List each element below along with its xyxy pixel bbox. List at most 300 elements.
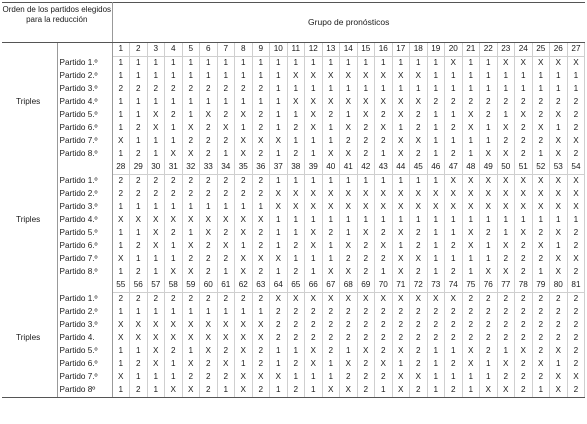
prediction-cell: 1	[112, 306, 130, 319]
prediction-cell: X	[375, 188, 393, 201]
prediction-cell: X	[532, 175, 550, 189]
column-number: 23	[497, 43, 515, 57]
prediction-cell: 2	[515, 358, 533, 371]
prediction-cell: 1	[112, 201, 130, 214]
prediction-cell: 1	[340, 57, 358, 71]
prediction-cell: 2	[532, 293, 550, 307]
prediction-cell: 2	[567, 384, 585, 398]
prediction-cell: 1	[112, 384, 130, 398]
column-number: 30	[147, 161, 165, 175]
column-number: 44	[392, 161, 410, 175]
prediction-cell: X	[200, 109, 218, 122]
prediction-cell: 1	[340, 214, 358, 227]
prediction-cell: X	[550, 266, 568, 279]
prediction-cell: X	[392, 345, 410, 358]
prediction-cell: 2	[165, 345, 183, 358]
prediction-cell: X	[340, 188, 358, 201]
prediction-cell: X	[497, 201, 515, 214]
prediction-cell: X	[392, 384, 410, 398]
column-number: 58	[165, 279, 183, 293]
prediction-cell: 2	[200, 358, 218, 371]
prediction-cell: 1	[445, 70, 463, 83]
column-number: 29	[130, 161, 148, 175]
prediction-cell: 2	[235, 83, 253, 96]
prediction-cell: 1	[515, 70, 533, 83]
prediction-cell: 1	[497, 109, 515, 122]
prediction-cell: X	[462, 358, 480, 371]
prediction-cell: X	[252, 371, 270, 384]
prediction-cell: 1	[305, 214, 323, 227]
prediction-cell: X	[182, 332, 200, 345]
prediction-cell: X	[305, 188, 323, 201]
prediction-cell: 1	[445, 214, 463, 227]
prediction-cell: 1	[427, 240, 445, 253]
prediction-cell: X	[340, 266, 358, 279]
prediction-cell: 1	[427, 266, 445, 279]
prediction-cell: 1	[462, 148, 480, 161]
prediction-cell: X	[445, 175, 463, 189]
prediction-cell: 1	[165, 70, 183, 83]
prediction-cell: 2	[497, 306, 515, 319]
prediction-cell: 1	[130, 306, 148, 319]
prediction-cell: 2	[340, 253, 358, 266]
prediction-cell: 2	[550, 293, 568, 307]
column-number: 55	[112, 279, 130, 293]
column-number: 21	[462, 43, 480, 57]
column-number: 1	[112, 43, 130, 57]
match-label: Partido 2.º	[57, 70, 112, 83]
match-label: Partido 6.º	[57, 358, 112, 371]
prediction-cell: 1	[165, 306, 183, 319]
prediction-cell: 1	[462, 70, 480, 83]
prediction-cell: X	[462, 240, 480, 253]
match-label: Partido 3.º	[57, 319, 112, 332]
prediction-cell: 2	[112, 83, 130, 96]
prediction-cell: X	[392, 96, 410, 109]
prediction-cell: X	[462, 201, 480, 214]
prediction-cell: X	[532, 240, 550, 253]
prediction-cell: X	[392, 148, 410, 161]
prediction-cell: 1	[112, 227, 130, 240]
prediction-cell: 1	[200, 201, 218, 214]
prediction-cell: X	[235, 384, 253, 398]
column-number: 60	[200, 279, 218, 293]
prediction-cell: 2	[147, 293, 165, 307]
prediction-cell: X	[252, 332, 270, 345]
prediction-cell: X	[340, 96, 358, 109]
prediction-cell: 1	[445, 83, 463, 96]
column-number: 70	[375, 279, 393, 293]
prediction-cell: 2	[375, 319, 393, 332]
prediction-cell: 1	[217, 201, 235, 214]
prediction-cell: X	[217, 332, 235, 345]
prediction-cell: X	[200, 227, 218, 240]
prediction-cell: 2	[357, 384, 375, 398]
column-number: 46	[427, 161, 445, 175]
prediction-cell: 1	[270, 57, 288, 71]
prediction-cell: X	[392, 188, 410, 201]
prediction-cell: X	[217, 214, 235, 227]
prediction-cell: 1	[270, 70, 288, 83]
column-number: 79	[532, 279, 550, 293]
prediction-cell: X	[305, 122, 323, 135]
prediction-cell: 1	[532, 148, 550, 161]
prediction-cell: 1	[252, 57, 270, 71]
prediction-cell: 2	[462, 96, 480, 109]
prediction-cell: 2	[200, 266, 218, 279]
column-number: 68	[340, 279, 358, 293]
prediction-cell: 2	[550, 96, 568, 109]
number-row-spacer	[57, 43, 112, 57]
prediction-cell: 2	[235, 175, 253, 189]
column-number: 7	[217, 43, 235, 57]
prediction-cell: X	[147, 240, 165, 253]
prediction-cell: X	[112, 332, 130, 345]
prediction-cell: 1	[235, 57, 253, 71]
prediction-cell: 2	[410, 319, 428, 332]
prediction-cell: 1	[462, 214, 480, 227]
prediction-cell: 1	[340, 345, 358, 358]
prediction-cell: 1	[445, 371, 463, 384]
number-row-spacer	[57, 161, 112, 175]
prediction-cell: X	[340, 384, 358, 398]
prediction-cell: 2	[287, 384, 305, 398]
prediction-cell: X	[567, 371, 585, 384]
prediction-cell: 1	[287, 214, 305, 227]
prediction-cell: 2	[567, 345, 585, 358]
prediction-cell: 2	[287, 148, 305, 161]
column-number: 63	[252, 279, 270, 293]
match-label: Partido 4.º	[57, 214, 112, 227]
column-number: 5	[182, 43, 200, 57]
prediction-cell: 2	[462, 319, 480, 332]
prediction-cell: 2	[410, 384, 428, 398]
prediction-cell: 2	[567, 306, 585, 319]
prediction-cell: 1	[497, 70, 515, 83]
prediction-cell: 1	[147, 201, 165, 214]
table-row	[2, 70, 585, 83]
prediction-cell: X	[532, 122, 550, 135]
prediction-cell: X	[550, 384, 568, 398]
prediction-cell: 1	[322, 175, 340, 189]
prediction-cell: X	[550, 201, 568, 214]
prediction-cell: 2	[200, 371, 218, 384]
column-number: 56	[130, 279, 148, 293]
prediction-cell: 1	[147, 266, 165, 279]
prediction-cell: X	[235, 227, 253, 240]
prediction-cell: X	[357, 70, 375, 83]
prediction-cell: 2	[200, 293, 218, 307]
prediction-cell: 1	[235, 358, 253, 371]
column-number: 74	[445, 279, 463, 293]
prediction-cell: 1	[270, 345, 288, 358]
prediction-cell: X	[392, 227, 410, 240]
prediction-cell: 1	[270, 227, 288, 240]
prediction-cell: 1	[550, 240, 568, 253]
prediction-cell: 2	[567, 240, 585, 253]
prediction-cell: 1	[217, 70, 235, 83]
prediction-cell: X	[532, 57, 550, 71]
prediction-cell: X	[340, 148, 358, 161]
prediction-cell: 1	[182, 227, 200, 240]
group-label: Triples	[2, 279, 57, 398]
prediction-cell: 2	[532, 319, 550, 332]
prediction-cell: X	[567, 57, 585, 71]
order-header: Orden de los partidos elegidos para la reducción	[2, 3, 112, 43]
prediction-cell: 2	[252, 345, 270, 358]
prediction-cell: X	[322, 70, 340, 83]
prediction-cell: 1	[112, 57, 130, 71]
prediction-cell: X	[147, 332, 165, 345]
prediction-cell: 1	[165, 135, 183, 148]
prediction-cell: 2	[480, 319, 498, 332]
prediction-cell: 1	[182, 70, 200, 83]
prediction-cell: 2	[165, 83, 183, 96]
prediction-cell: 2	[357, 266, 375, 279]
prediction-cell: 2	[515, 148, 533, 161]
prediction-cell: X	[392, 135, 410, 148]
column-number: 47	[445, 161, 463, 175]
table-row	[2, 201, 585, 214]
prediction-cell: 2	[200, 148, 218, 161]
prediction-cell: 1	[200, 96, 218, 109]
prediction-cell: 2	[515, 253, 533, 266]
prediction-cell: X	[322, 384, 340, 398]
prediction-cell: 2	[287, 266, 305, 279]
match-label: Partido 5.º	[57, 227, 112, 240]
prediction-cell: X	[497, 57, 515, 71]
prediction-cell: X	[200, 345, 218, 358]
prediction-cell: 2	[217, 175, 235, 189]
prediction-cell: 1	[497, 227, 515, 240]
prediction-cell: 1	[445, 345, 463, 358]
prediction-cell: 2	[252, 122, 270, 135]
prediction-cell: 1	[462, 371, 480, 384]
prediction-cell: X	[392, 70, 410, 83]
match-label: Partido 3.º	[57, 201, 112, 214]
prediction-cell: 2	[410, 122, 428, 135]
prediction-cell: 2	[147, 83, 165, 96]
prediction-cell: 2	[130, 240, 148, 253]
prediction-cell: X	[322, 188, 340, 201]
prediction-cell: X	[182, 148, 200, 161]
column-number: 33	[200, 161, 218, 175]
prediction-cell: 1	[357, 175, 375, 189]
prediction-cell: 2	[235, 188, 253, 201]
prediction-cell: 2	[392, 306, 410, 319]
prediction-cell: X	[357, 201, 375, 214]
prediction-cell: X	[112, 135, 130, 148]
prediction-cell: 2	[235, 293, 253, 307]
prediction-cell: X	[410, 253, 428, 266]
prediction-cell: 2	[200, 175, 218, 189]
prediction-cell: X	[515, 345, 533, 358]
prediction-cell: X	[550, 227, 568, 240]
prediction-cell: 2	[270, 332, 288, 345]
column-number: 10	[270, 43, 288, 57]
prediction-cell: 1	[130, 135, 148, 148]
column-number: 73	[427, 279, 445, 293]
table-row	[2, 57, 585, 71]
prediction-cell: 1	[322, 358, 340, 371]
prediction-cell: X	[182, 384, 200, 398]
prediction-cell: X	[462, 188, 480, 201]
prediction-cell: 2	[375, 306, 393, 319]
prediction-cell: 1	[480, 135, 498, 148]
prediction-cell: 1	[305, 57, 323, 71]
prediction-cell: 1	[287, 253, 305, 266]
prediction-cell: X	[462, 122, 480, 135]
prediction-cell: 1	[270, 122, 288, 135]
prediction-cell: 1	[165, 201, 183, 214]
match-label: Partido 4.	[57, 332, 112, 345]
prediction-cell: 1	[305, 148, 323, 161]
prediction-cell: 1	[392, 83, 410, 96]
prediction-cell: 1	[392, 240, 410, 253]
table-row	[2, 384, 585, 398]
prediction-cell: X	[550, 148, 568, 161]
prediction-cell: 2	[287, 122, 305, 135]
prediction-cell: 1	[567, 70, 585, 83]
prediction-cell: 1	[252, 70, 270, 83]
prediction-cell: 2	[200, 253, 218, 266]
prediction-cell: X	[147, 122, 165, 135]
number-row	[2, 161, 585, 175]
column-number: 27	[567, 43, 585, 57]
prediction-cell: X	[235, 148, 253, 161]
table-row	[2, 358, 585, 371]
prediction-cell: 2	[445, 332, 463, 345]
prediction-cell: 1	[427, 371, 445, 384]
prediction-cell: 2	[515, 293, 533, 307]
prediction-cell: X	[480, 188, 498, 201]
prediction-cell: X	[480, 384, 498, 398]
prediction-cell: 1	[427, 253, 445, 266]
prediction-cell: 2	[480, 345, 498, 358]
prediction-cell: 2	[515, 122, 533, 135]
prediction-cell: X	[235, 266, 253, 279]
prediction-cell: 2	[112, 293, 130, 307]
prediction-cell: X	[410, 70, 428, 83]
prediction-cell: 2	[480, 96, 498, 109]
prediction-cell: 2	[287, 319, 305, 332]
match-label: Partido 7.º	[57, 253, 112, 266]
prediction-cell: 2	[252, 358, 270, 371]
match-label: Partido 7.º	[57, 135, 112, 148]
prediction-cell: 1	[200, 57, 218, 71]
prediction-cell: 1	[305, 266, 323, 279]
prediction-cell: 1	[235, 201, 253, 214]
column-number: 12	[305, 43, 323, 57]
prediction-cell: 1	[217, 266, 235, 279]
prediction-cell: 2	[497, 293, 515, 307]
prediction-cell: 2	[532, 345, 550, 358]
prediction-cell: 1	[375, 148, 393, 161]
column-number: 14	[340, 43, 358, 57]
prediction-cell: X	[567, 188, 585, 201]
prediction-cell: 2	[322, 319, 340, 332]
prediction-cell: 1	[235, 306, 253, 319]
prediction-cell: 2	[497, 319, 515, 332]
prediction-cell: X	[480, 201, 498, 214]
prediction-cell: 1	[427, 227, 445, 240]
match-label: Partido 2.º	[57, 188, 112, 201]
prediction-cell: X	[375, 96, 393, 109]
prediction-cell: 2	[287, 306, 305, 319]
prediction-cell: 2	[375, 332, 393, 345]
column-number: 43	[375, 161, 393, 175]
prediction-cell: 1	[480, 358, 498, 371]
prediction-cell: 1	[357, 83, 375, 96]
prediction-cell: 1	[182, 201, 200, 214]
prediction-cell: 1	[165, 57, 183, 71]
prediction-cell: 2	[550, 332, 568, 345]
prediction-cell: 1	[182, 109, 200, 122]
prediction-cell: X	[305, 345, 323, 358]
prediction-cell: 1	[322, 57, 340, 71]
number-row	[2, 43, 585, 57]
prediction-cell: 1	[147, 57, 165, 71]
prediction-cell: X	[252, 214, 270, 227]
prediction-cell: 2	[445, 96, 463, 109]
prediction-cell: X	[235, 135, 253, 148]
prediction-cell: 2	[217, 293, 235, 307]
prediction-cell: X	[287, 96, 305, 109]
prediction-cell: X	[305, 201, 323, 214]
column-number: 80	[550, 279, 568, 293]
prediction-cell: X	[270, 135, 288, 148]
prediction-cell: 1	[217, 306, 235, 319]
match-label: Partido 6.º	[57, 240, 112, 253]
prediction-cell: 1	[252, 96, 270, 109]
prediction-reduction-table	[2, 2, 585, 398]
prediction-cell: 2	[445, 240, 463, 253]
prediction-cell: 1	[445, 109, 463, 122]
prediction-cell: X	[305, 293, 323, 307]
prediction-cell: 2	[445, 319, 463, 332]
prediction-cell: 1	[235, 70, 253, 83]
match-label: Partido 8º	[57, 384, 112, 398]
column-number: 62	[235, 279, 253, 293]
prediction-cell: 2	[252, 188, 270, 201]
prediction-cell: X	[392, 253, 410, 266]
prediction-cell: 1	[532, 384, 550, 398]
prediction-cell: 2	[357, 332, 375, 345]
column-number: 76	[480, 279, 498, 293]
prediction-cell: 2	[340, 371, 358, 384]
prediction-cell: 1	[375, 384, 393, 398]
prediction-cell: 2	[515, 96, 533, 109]
prediction-cell: 1	[112, 109, 130, 122]
prediction-cell: 1	[165, 240, 183, 253]
prediction-cell: X	[480, 175, 498, 189]
table-row	[2, 253, 585, 266]
column-number: 3	[147, 43, 165, 57]
prediction-cell: X	[235, 345, 253, 358]
prediction-cell: 2	[515, 384, 533, 398]
prediction-cell: X	[182, 358, 200, 371]
prediction-cell: 2	[130, 188, 148, 201]
prediction-cell: X	[340, 240, 358, 253]
prediction-cell: 1	[112, 358, 130, 371]
prediction-cell: X	[497, 148, 515, 161]
prediction-cell: 1	[305, 135, 323, 148]
prediction-cell: 2	[322, 345, 340, 358]
prediction-cell: 2	[392, 332, 410, 345]
prediction-cell: X	[305, 96, 323, 109]
prediction-cell: 1	[130, 227, 148, 240]
prediction-cell: X	[357, 96, 375, 109]
